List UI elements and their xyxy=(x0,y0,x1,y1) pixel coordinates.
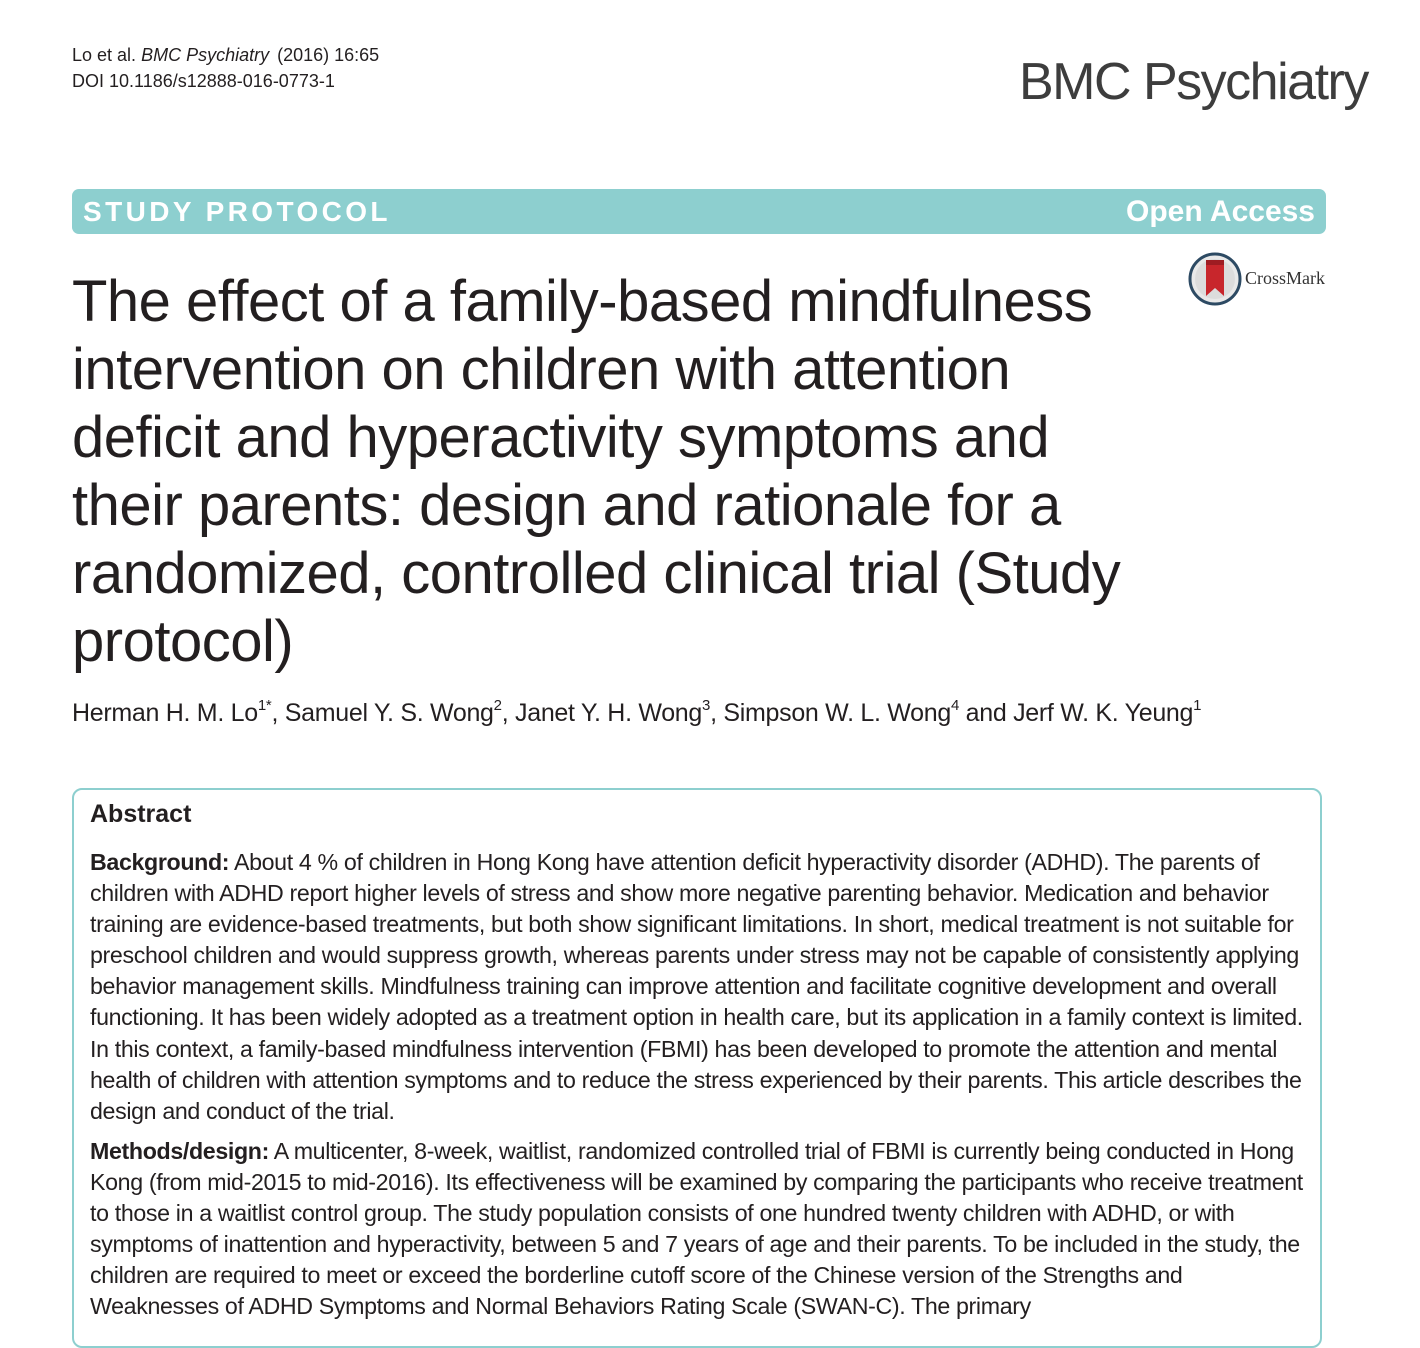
abstract-methods xyxy=(90,1136,1312,1323)
citation-year-volume: (2016) 16:65 xyxy=(277,45,380,65)
author-name[interactable]: Janet Y. H. Wong xyxy=(515,699,703,727)
author-separator: , xyxy=(710,699,724,727)
author-separator: , xyxy=(501,699,516,727)
abstract-background xyxy=(90,847,1312,1127)
crossmark-icon xyxy=(1188,252,1242,306)
author-name[interactable]: Jerf W. K. Yeung xyxy=(1013,699,1194,727)
journal-brand[interactable]: BMC Psychiatry xyxy=(1019,53,1368,111)
author-separator: and xyxy=(958,699,1014,727)
methods-label: Methods/design: xyxy=(90,1138,269,1164)
article-type-label: STUDY PROTOCOL xyxy=(83,196,391,227)
author-name[interactable]: Samuel Y. S. Wong xyxy=(284,699,494,727)
citation-journal: BMC Psychiatry xyxy=(141,45,270,65)
open-access-label[interactable]: Open Access xyxy=(1126,195,1315,228)
author-affiliation: 2 xyxy=(493,697,502,714)
author-list xyxy=(72,697,1201,729)
author-affiliation: 4 xyxy=(950,697,959,714)
author-affiliation: 3 xyxy=(702,697,711,714)
citation-block xyxy=(72,42,379,94)
citation-line xyxy=(72,42,379,68)
author-name[interactable]: Herman H. M. Lo xyxy=(72,699,258,727)
article-title: The effect of a family-based mindfulness intervention on children with attention deficit and hyperactivity symptoms and their parents: design and rationale for a randomized, controlled clinical trial (Study protocol) xyxy=(72,269,1121,674)
doi-line[interactable]: DOI 10.1186/s12888-016-0773-1 xyxy=(72,71,335,91)
article-type-band xyxy=(72,189,1326,234)
crossmark-label: CrossMark xyxy=(1245,268,1325,288)
author-separator: , xyxy=(271,699,285,727)
citation-authors: Lo et al. xyxy=(72,45,137,65)
author-affiliation: 1* xyxy=(257,697,272,714)
crossmark-badge[interactable] xyxy=(1188,252,1328,306)
abstract-heading: Abstract xyxy=(90,800,192,828)
background-label: Background: xyxy=(90,849,230,875)
background-text: About 4 % of children in Hong Kong have attention deficit hyperactivity disorder (ADHD). The parents of children with ADHD report higher levels of stress and show more negative parenting behavior. Medication and behavior training are evidence-based treatments, but both show significant limitations. In short, medical treatment is not suitable for preschool children and would suppress growth, whereas parents under stress may not be capable of consistently applying behavior management skills. Mindfulness training can improve attention and facilitate cognitive development and overall functioning. It has been widely adopted as a treatment option in health care, but its application in a family context is limited. In this context, a family-based mindfulness intervention (FBMI) has been developed to promote the attention and mental health of children with attention symptoms and to reduce the stress experienced by their parents. This article describes the design and conduct of the trial. xyxy=(90,849,1303,1124)
author-affiliation: 1 xyxy=(1193,697,1202,714)
author-name[interactable]: Simpson W. L. Wong xyxy=(723,699,951,727)
methods-text: A multicenter, 8-week, waitlist, randomized controlled trial of FBMI is currently being conducted in Hong Kong (from mid-2015 to mid-2016). Its effectiveness will be examined by comparing the participants who receive treatment to those in a waitlist control group. The study population consists of one hundred twenty children with ADHD, or with symptoms of inattention and hyperactivity, between 5 and 7 years of age and their parents. To be included in the study, the children are required to meet or exceed the borderline cutoff score of the Chinese version of the Strengths and Weaknesses of ADHD Symptoms and Normal Behaviors Rating Scale (SWAN-C). The primary xyxy=(90,1138,1303,1320)
abstract-box xyxy=(72,788,1322,1348)
